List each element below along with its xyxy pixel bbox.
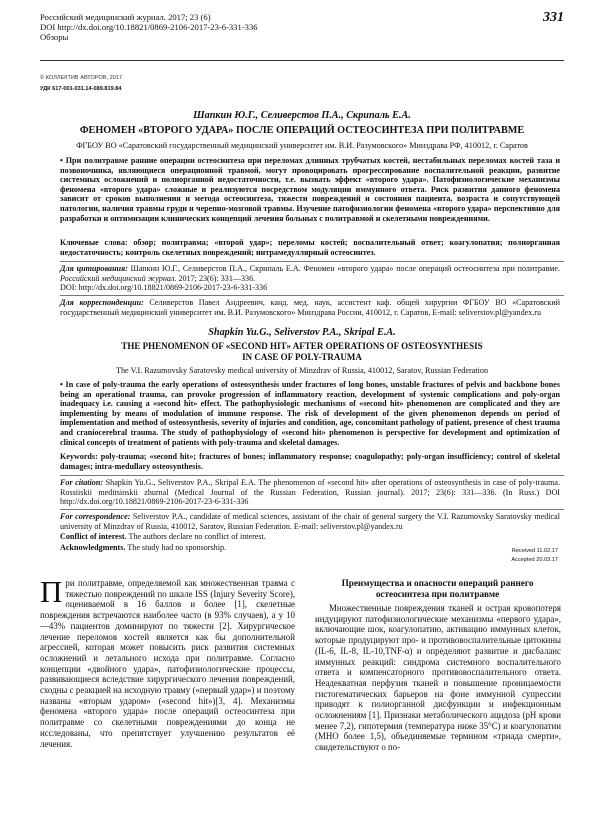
correspondence-ru-text: Селиверстов Павел Андреевич, канд. мед. наук, ассистент каф. общей хирургии ФГБОУ ВО «Саратовский государственный медицинский университет им. В.И. Разумовского» Минздрава России, 410012, г. Саратов, E-mail: seliverstov.pl@yandex.ru: [60, 298, 560, 317]
affiliation-ru: ФГБОУ ВО «Саратовский государственный медицинский университет им. В.И. Разумовского» Минздрава РФ, 410012, г. Саратов: [76, 141, 528, 150]
body-paragraph: Множественные повреждения тканей и острая кровопотеря индуцируют патофизиологические механизмы «первого удара», включающие шок, коагулопатию, активацию иммунных клеток, которые продуцируют про- и противовоспалительные цитокины (IL-6, IL-8, IL-10,TNF-α) и определяют развитие и дисбаланс иммунных реакций: синдрома системного воспалительного ответа и компенсаторного противовоспалительного ответа. Неадекватная перфузия тканей и повышение проницаемости гистогематических барьеров на фоне иммунной супрессии приводят к полиорганной дисфункции и инфекционным осложнениям [1]. Признаки метаболического ацидоза (pH крови менее 7,2), гипотермия (температура ниже 35°С) и коагулопатии (МНО более 1,5), объединяемые термином «триада смерти», свидетельствуют о по-: [315, 603, 561, 753]
divider: [60, 509, 564, 510]
authors-en: Shapkin Yu.G., Seliverstov P.A., Skripal E.A.: [208, 327, 396, 338]
citation-ru-journal: Российский медицинский журнал.: [60, 273, 177, 283]
received-date: Received 11.02.17: [511, 548, 558, 554]
divider: [60, 295, 564, 296]
divider: [60, 261, 564, 262]
keywords-en: [60, 452, 560, 471]
correspondence-en-label: For correspondence:: [60, 512, 131, 521]
citation-ru-doi: DOI: http://dx.doi.org/10.18821/0869-2106-2017-23-6-331-336: [60, 283, 268, 292]
authors-ru: Шапкин Ю.Г., Селиверстов П.А., Скрипаль Е.А.: [193, 110, 411, 121]
title-ru: ФЕНОМЕН «ВТОРОГО УДАРА» ПОСЛЕ ОПЕРАЦИЙ ОСТЕОСИНТЕЗА ПРИ ПОЛИТРАВМЕ: [79, 125, 525, 136]
header-rule: [40, 60, 564, 61]
citation-ru-tail: 2017; 23(6): 331—336.: [178, 273, 256, 283]
citation-en-label: For citation:: [60, 478, 104, 487]
correspondence-ru-label: Для корреспонденции:: [60, 298, 144, 307]
drop-cap: П: [40, 574, 63, 609]
copyright: © КОЛЛЕКТИВ АВТОРОВ, 2017: [40, 75, 123, 81]
doi-line: DOI http://dx.doi.org/10.18821/0869-2106-2017-23-6-331-336: [40, 22, 258, 33]
title-en-line1: THE PHENOMENON OF «SECOND HIT» AFTER OPERATIONS OF OSTEOSYNTHESIS: [121, 341, 483, 351]
bullet-icon: •: [60, 380, 66, 389]
keywords-ru-label: Ключевые слова:: [60, 238, 128, 247]
journal-line: Российский медицинский журнал. 2017; 23 (6): [40, 12, 211, 22]
title-en: [40, 341, 564, 363]
abstract-en-text: In case of poly-trauma the early operations of osteosynthesis under fractures of long bones, unstable fractures of pelvis and backbone bones being an operational trauma, can provoke progression of inflammatory reaction, development of systemic complications and poly-organ inadequacy i.e. causing a «second hit» effect. The pathophysiologic mechanisms of «second hit» phenomenon are complicated and they are implementing by means of modulation of immune response. The risk of development of the given phenomenon depends on period of implementation and method of osteosynthesis, severity of injuries and condition, age, concomitant pathology of patient, presence of chest trauma and craniocerebral trauma. The study of pathophysiology of «second hit» phenomenon is perspective for development and optimization of clinical concepts of treatment of patients with poly-trauma and skeletal damages.: [60, 380, 561, 447]
affiliation-en: The V.I. Razumovsky Saratovsky medical university of Minzdrav of Russia, 410012, Saratov, Russian Federation: [115, 366, 489, 375]
abstract-ru-text: При политравме ранние операции остеосинтеза при переломах длинных трубчатых костей, нестабильных переломах костей таза и позвоночника, являющиеся операционной травмой, могут провоцировать прогрессирование воспалительной реакции, развитие системных осложнений и полиорганной недостаточности, т.е. вызвать эффект «второго удара». Патофизиологические механизмы феномена «второго удара» сложные и реализуются посредством модуляции иммунного ответа. Риск развития данного феномена зависит от сроков выполнения и метода остеосинтеза, тяжести повреждений и состояния пациента, возраста и сопутствующей патологии, наличия травмы груди и черепно-мозговой травмы. Изучение патофизиологии феномена «второго удара» перспективно для разработки и оптимизации клинических концепций лечения больных с политравмой и скелетными повреждениями.: [60, 156, 560, 223]
citation-en: [60, 478, 560, 507]
correspondence-en-text: Seliverstov P.A., candidate of medical sciences, assistant of the chair of general surgery the V.I. Razumovsky Saratovsky medical university of Minzdrav of Russia, 410012, Saratov, Russian Federation. E-mail: seliverstov.pl@yandex.ru: [60, 512, 560, 531]
correspondence-ru: [60, 298, 560, 317]
keywords-en-label: Keywords:: [60, 452, 98, 461]
title-en-line2: IN CASE OF POLY-TRAUMA: [242, 352, 362, 362]
divider: [60, 475, 564, 476]
ack-label: Acknowledgments.: [60, 543, 126, 552]
citation-ru-text: Шапкин Ю.Г., Селиверстов П.А., Скрипаль Е.А. Феномен «второго удара» после операций остеосинтеза при политравме.: [130, 264, 560, 273]
keywords-en-text: poly-trauma; «second hit»; fractures of bones; inflammatory response; coagulopathy; poly-organ insufficiency; control of skeletal damages; intra-medullary osteosynthesis.: [60, 452, 560, 471]
page-number: 331: [543, 10, 564, 25]
body-column-left: [40, 574, 295, 749]
abstract-en: [60, 380, 560, 447]
body-paragraph: [40, 574, 295, 749]
keywords-ru-text: обзор; политравма; «второй удар»; переломы костей; воспалительный ответ; коагулопатия; полиорганная недостаточность; контроль скелетных повреждений; интрамедуллярный остеосинтез.: [60, 238, 561, 257]
accepted-date: Accepted 20.03.17: [511, 557, 558, 563]
abstract-ru: [60, 156, 560, 223]
udc-code: УДК 617-001-031.14-089.819.84: [40, 86, 122, 92]
section-label: Обзоры: [40, 32, 69, 43]
body-column-right: [315, 603, 561, 753]
conflict-label: Conflict of interest.: [60, 532, 127, 541]
conflict-text: The authors declare no conflict of interest.: [128, 532, 266, 541]
citation-ru: [60, 264, 560, 293]
ack-text: The study had no sponsorship.: [127, 543, 227, 552]
running-header: [40, 12, 510, 43]
bullet-icon: •: [60, 156, 66, 165]
body-paragraph-text: ри политравме, определяемой как множественная травма с тяжестью повреждений по шкале ISS (Injury Severity Score), оцениваемой в 16 баллов и более [1], скелетные повреждения встречаются наиболее часто (в 93% случаев), а у 10—43% пациентов доминируют по тяжести [2]. Хирургическое лечение переломов костей является как бы дополнительной агрессией, которая может повысить риск развития системных осложнений и летального исхода при политравме. Согласно концепции «двойного удара», патофизиологические процессы, развивающиеся вследствие хирургического лечения повреждений, сходны с реакцией на исходную травму («первый удар») и поэтому названы «вторым ударом» («second hit»)[3, 4]. Механизмы феномена «второго удара» после операций остеосинтеза при политравме со скелетными повреждениями до конца не исследованы, что препятствует улучшению результатов её лечения.: [40, 578, 295, 749]
correspondence-en: [60, 512, 560, 531]
citation-en-text: Shapkin Yu.G., Seliverstov P.A., Skripal E.A. The phenomenon of «second hit» after operations of osteosynthesis in case of poly-trauma. Rossiiskii meditsinskii zhurnal (Medical Journal of the Russian Federation, Russian journal). 2017; 23(6): 331—336. (In Russ.) DOI http://dx.doi.org/10.18821/0869-2106-2017-23-6-331-336: [60, 478, 561, 506]
section-heading: Преимущества и опасности операций раннего остеосинтеза при политравме: [341, 578, 534, 599]
conflict-statement: [60, 532, 560, 542]
keywords-ru: [60, 238, 560, 257]
citation-ru-label: Для цитирования:: [60, 264, 128, 273]
